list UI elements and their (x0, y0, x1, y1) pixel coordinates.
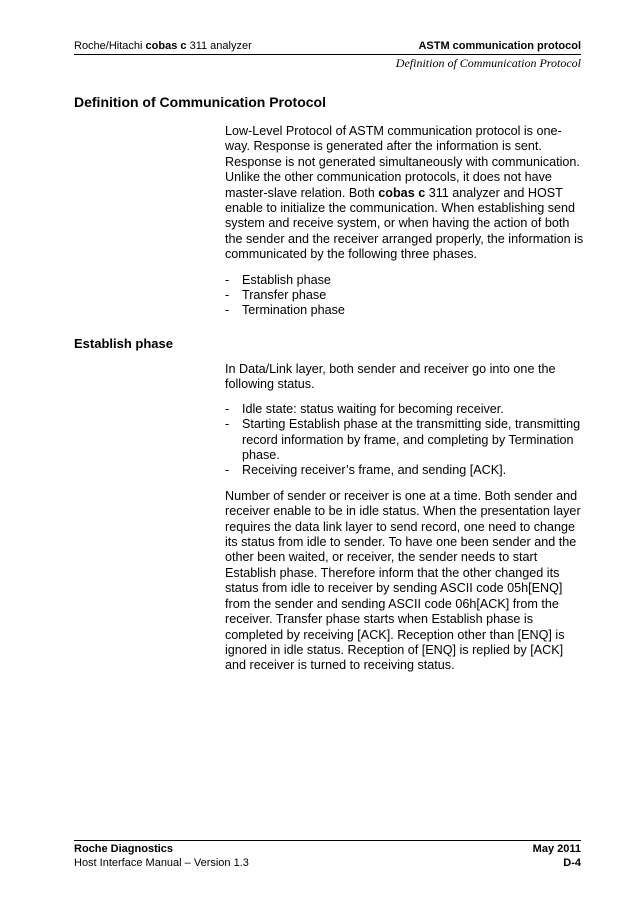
header-divider (74, 54, 581, 55)
phase-label: Establish phase (242, 272, 331, 287)
status-text: Starting Establish phase at the transmitting side, transmitting record information by frame, and completing by Termination phase. (242, 417, 581, 463)
status-list-item (225, 463, 585, 478)
header-product-prefix: Roche/Hitachi (74, 40, 146, 52)
header-title: ASTM communication protocol (418, 40, 581, 52)
definition-body (225, 124, 585, 319)
phase-list-item (225, 303, 585, 318)
dash-bullet: - (225, 417, 230, 432)
status-text: Idle state: status waiting for becoming receiver. (242, 401, 504, 416)
footer-divider (74, 840, 581, 841)
establish-intro: In Data/Link layer, both sender and receiver go into one the following status. (225, 362, 556, 392)
status-list-item (225, 417, 585, 463)
footer-manual: Host Interface Manual – Version 1.3 (74, 857, 249, 869)
status-list-item (225, 402, 585, 417)
definition-paragraph (225, 124, 585, 263)
phase-label: Termination phase (242, 303, 345, 318)
dash-bullet: - (225, 288, 230, 303)
establish-body (225, 362, 585, 674)
phase-label: Transfer phase (242, 288, 327, 303)
footer-page-number: D-4 (563, 857, 581, 869)
phase-list-item (225, 288, 585, 303)
footer-company: Roche Diagnostics (74, 843, 174, 855)
dash-bullet: - (225, 463, 230, 478)
section-heading-establish: Establish phase (74, 336, 173, 351)
dash-bullet: - (225, 272, 230, 287)
dash-bullet: - (225, 401, 230, 416)
phase-list-item (225, 273, 585, 288)
definition-text-bold: cobas c (378, 185, 426, 200)
header-product-suffix: 311 analyzer (186, 40, 252, 52)
section-heading-definition: Definition of Communication Protocol (74, 94, 326, 110)
header-subtitle: Definition of Communication Protocol (395, 56, 581, 70)
header-product-bold: cobas c (145, 40, 187, 52)
establish-paragraph: Number of sender or receiver is one at a time. Both sender and receiver enable to be in idle status. When the presentation layer requires the data link layer to send record, one need to change its status from idle to sender. To have one been sender and the other been waited, or receiver, the sender needs to start Establish phase. Therefore inform that the other changed its status from idle to receiver by sending ASCII code 05h[ENQ] from the sender and sending ASCII code 06h[ACK] from the receiver. Transfer phase starts when Establish phase is completed by receiving [ACK]. Reception other than [ENQ] is ignored in idle status. Reception of [ENQ] is replied by [ACK] and receiver is turned to receiving status. (225, 488, 581, 673)
dash-bullet: - (225, 303, 230, 318)
header-product (74, 40, 252, 52)
status-text: Receiving receiver’s frame, and sending [ACK]. (242, 463, 507, 478)
footer-date: May 2011 (532, 843, 581, 855)
definition-text-part2: 311 analyzer and HOST enable to initialize the communication. When establishing send system and receive system, or when having the action of both the sender and the receiver arranged properly, the information is communicated by the following three phases. (225, 185, 584, 262)
definition-text-part1: Low-Level Protocol of ASTM communication protocol is one-way. Response is generated after the information is sent. Response is not generated simultaneously with communication. Unlike the other communication protocols, it does not have master-slave relation. Both (225, 124, 580, 200)
